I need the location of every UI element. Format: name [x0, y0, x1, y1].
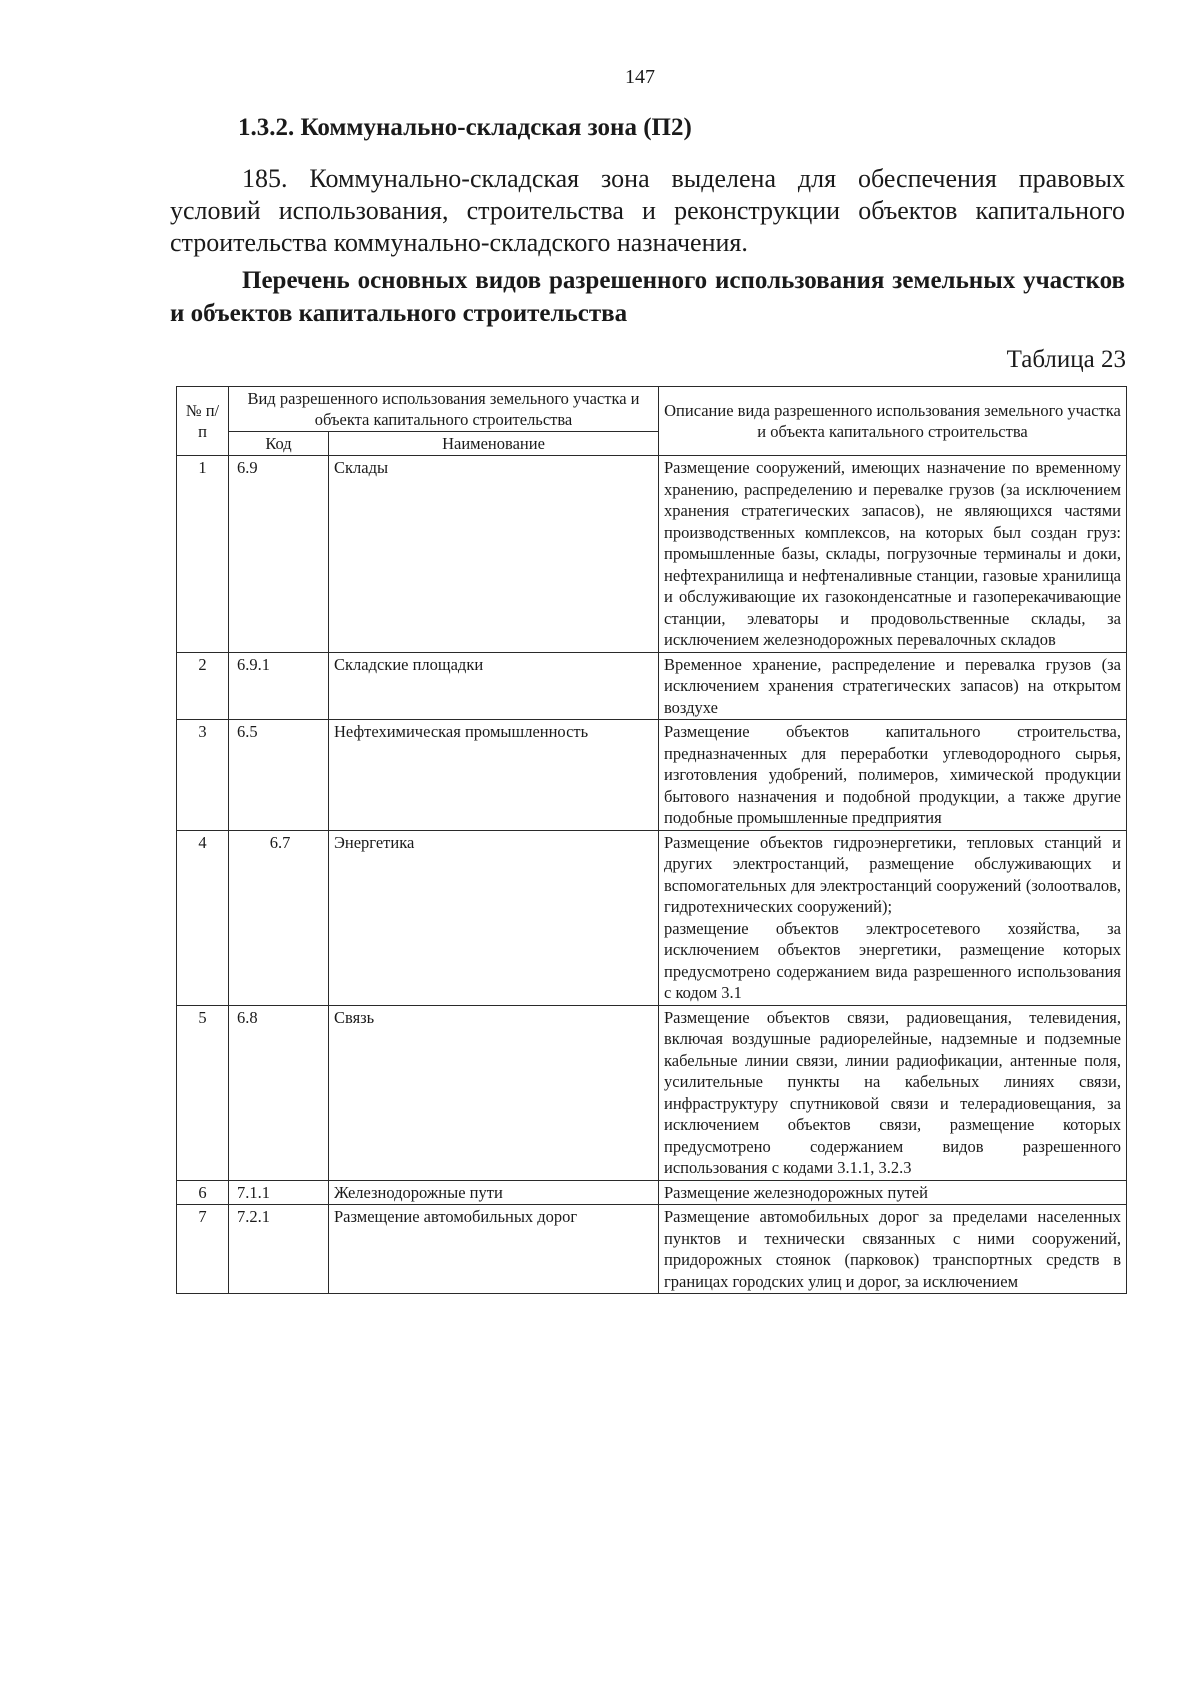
table-row	[177, 830, 1127, 1005]
header-name: Наименование	[329, 432, 659, 456]
row-num: 3	[177, 720, 229, 831]
row-num: 5	[177, 1005, 229, 1180]
row-code: 7.2.1	[229, 1205, 329, 1294]
row-num: 2	[177, 652, 229, 720]
table-row	[177, 720, 1127, 831]
row-desc: Размещение железнодорожных путей	[659, 1180, 1127, 1205]
row-code: 6.9.1	[229, 652, 329, 720]
row-num: 1	[177, 456, 229, 653]
header-code: Код	[229, 432, 329, 456]
row-name: Складские площадки	[329, 652, 659, 720]
table-row	[177, 652, 1127, 720]
row-code: 6.9	[229, 456, 329, 653]
row-desc: Размещение сооружений, имеющих назначение по временному хранению, распределению и перевалке грузов (за исключением хранения стратегических запасов), не являющихся частями производственных комплексов, на которых был создан груз: промышленные базы, склады, погрузочные терминалы и доки, нефтехранилища и нефтеналивные станции, газовые хранилища и обслуживающие их газоконденсатные и газоперекачивающие станции, элеваторы и продовольственные склады, за исключением железнодорожных перевалочных складов	[659, 456, 1127, 653]
row-num: 4	[177, 830, 229, 1005]
row-desc: Размещение объектов гидроэнергетики, тепловых станций и других электростанций, размещение обслуживающих и вспомогательных для электростанций сооружений (золоотвалов, гидротехнических сооружений); размещение объектов электросетевого хозяйства, за исключением объектов энергетики, размещение которых предусмотрено содержанием вида разрешенного использования с кодом 3.1	[659, 830, 1127, 1005]
row-desc: Размещение объектов связи, радиовещания, телевидения, включая воздушные радиорелейные, надземные и подземные кабельные линии связи, линии радиофикации, антенные поля, усилительные пункты на кабельных линиях связи, инфраструктуру спутниковой связи и телерадиовещания, за исключением объектов связи, размещение которых предусмотрено содержанием видов разрешенного использования с кодами 3.1.1, 3.2.3	[659, 1005, 1127, 1180]
row-desc: Размещение автомобильных дорог за пределами населенных пунктов и технически связанных с ними сооружений, придорожных стоянок (парковок) транспортных средств в границах городских улиц и дорог, за исключением	[659, 1205, 1127, 1294]
section-title: 1.3.2. Коммунально-складская зона (П2)	[238, 114, 692, 141]
paragraph: 185. Коммунально-складская зона выделена для обеспечения правовых условий использования, строительства и реконструкции объектов капитального строительства коммунально-складского назначения.	[170, 164, 1125, 257]
row-code: 6.5	[229, 720, 329, 831]
land-use-table	[176, 386, 1127, 1294]
row-num: 6	[177, 1180, 229, 1205]
page-number: 147	[625, 66, 655, 88]
row-num: 7	[177, 1205, 229, 1294]
row-desc: Временное хранение, распределение и перевалка грузов (за исключением хранения стратегических запасов) на открытом воздухе	[659, 652, 1127, 720]
header-vid: Вид разрешенного использования земельного участка и объекта капитального строительства	[229, 387, 659, 432]
row-code: 6.8	[229, 1005, 329, 1180]
table-label: Таблица 23	[1006, 346, 1126, 373]
row-code: 7.1.1	[229, 1180, 329, 1205]
header-num: № п/п	[177, 387, 229, 456]
row-code: 6.7	[229, 830, 329, 1005]
table-row	[177, 1005, 1127, 1180]
header-desc: Описание вида разрешенного использования земельного участка и объекта капитального строительства	[659, 387, 1127, 456]
row-name: Склады	[329, 456, 659, 653]
row-name: Связь	[329, 1005, 659, 1180]
row-name: Размещение автомобильных дорог	[329, 1205, 659, 1294]
table-row	[177, 1180, 1127, 1205]
list-title: Перечень основных видов разрешенного использования земельных участков и объектов капитального строительства	[170, 267, 1125, 327]
table-row	[177, 456, 1127, 653]
row-desc: Размещение объектов капитального строительства, предназначенных для переработки углеводородного сырья, изготовления удобрений, полимеров, химической продукции бытового назначения и подобной продукции, а также другие подобные промышленные предприятия	[659, 720, 1127, 831]
table-row	[177, 1205, 1127, 1294]
row-name: Энергетика	[329, 830, 659, 1005]
row-name: Нефтехимическая промышленность	[329, 720, 659, 831]
row-name: Железнодорожные пути	[329, 1180, 659, 1205]
